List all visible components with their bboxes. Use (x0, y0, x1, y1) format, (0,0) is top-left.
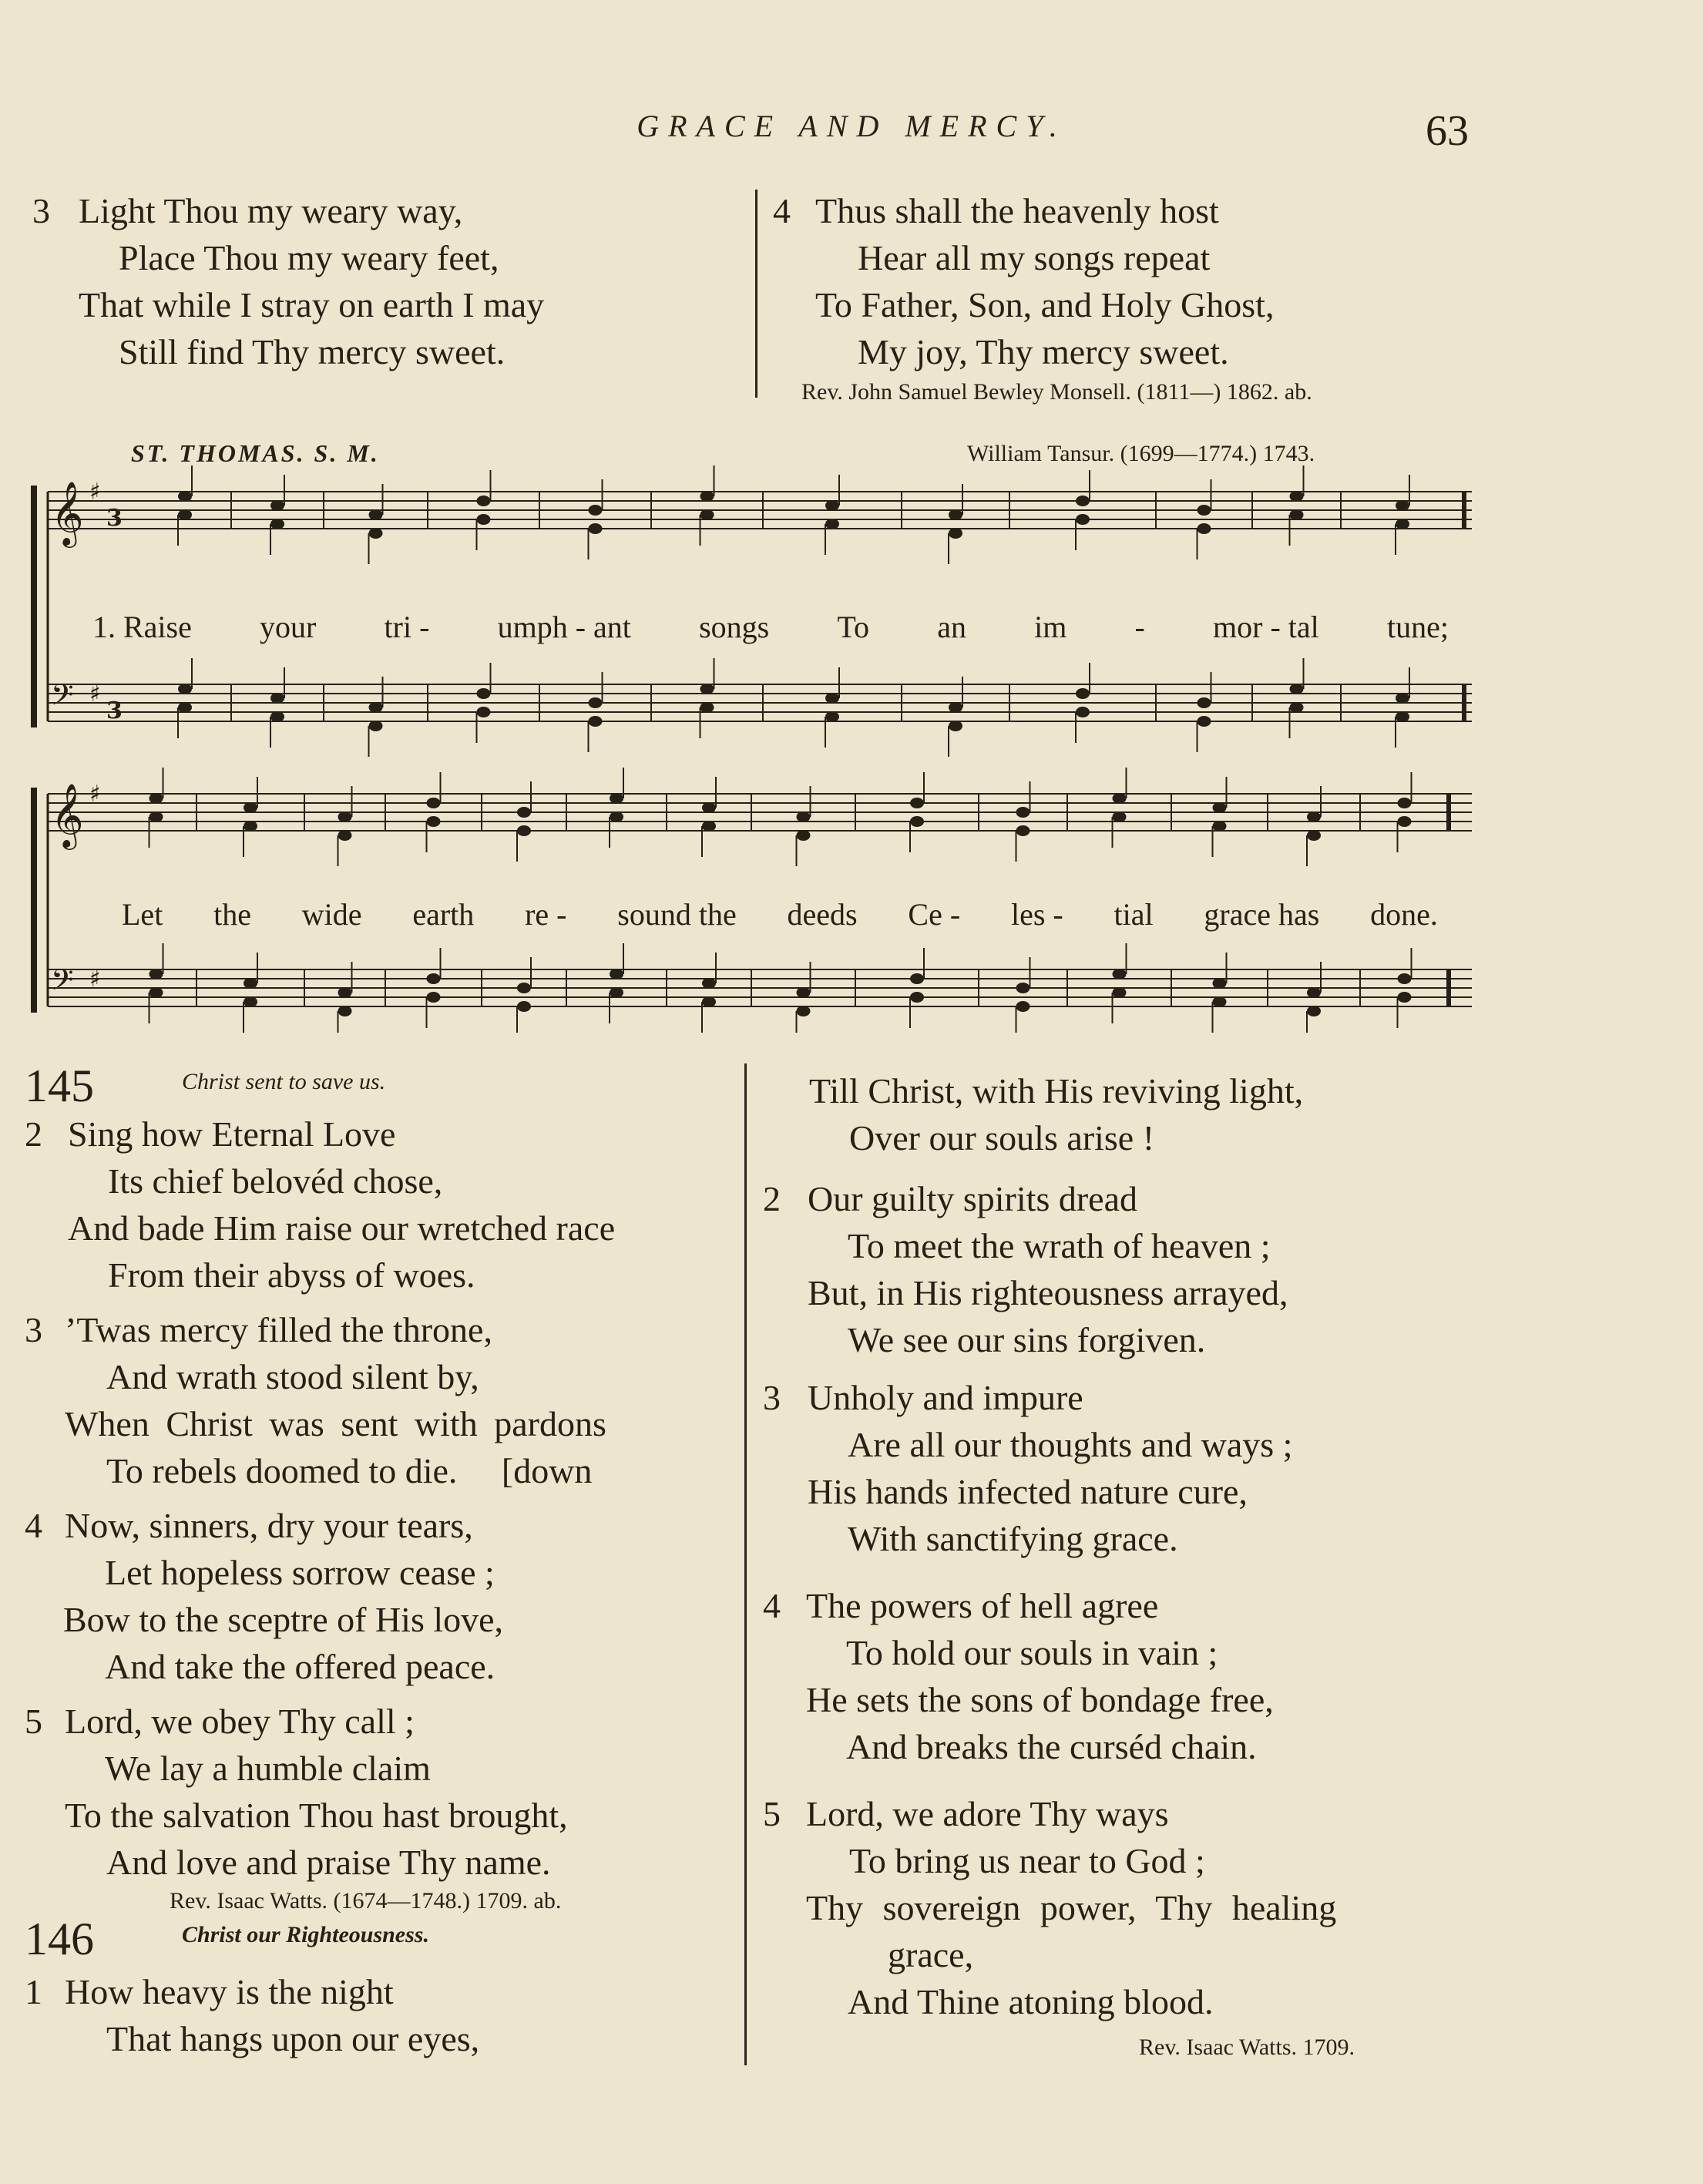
verse-line: And breaks the curséd chain. (846, 1727, 1257, 1766)
notehead (797, 1006, 811, 1016)
notehead (270, 693, 284, 704)
verse-line: Lord, we adore Thy ways (806, 1794, 1169, 1833)
hymn-145-verses (25, 1110, 615, 1886)
time-signature: 3 (106, 697, 123, 724)
notehead (589, 523, 603, 534)
verse: 5 Lord, we obey Thy call ; We lay a humble claim To the salvation Thou hast brought, And love and praise Thy name. (25, 1698, 615, 1886)
notehead (1213, 802, 1227, 813)
notehead (270, 711, 284, 722)
notehead (244, 802, 257, 813)
notehead (702, 996, 716, 1007)
lyric-line-1 (92, 609, 1449, 645)
lyric-syllable: an (937, 610, 966, 644)
notehead (1113, 987, 1127, 998)
notehead (1213, 996, 1227, 1007)
notehead (244, 996, 257, 1007)
notehead (1396, 711, 1409, 722)
notehead (517, 807, 531, 818)
notehead (517, 983, 531, 993)
verse-line: To the salvation Thou hast brought, (65, 1796, 568, 1835)
notehead (1076, 496, 1090, 506)
notehead (910, 973, 924, 984)
verse-line: To bring us near to God ; (849, 1841, 1205, 1880)
verse-line: Its chief belovéd chose, (108, 1161, 443, 1201)
bass-clef: 𝄢 (51, 963, 74, 1004)
notehead (244, 978, 257, 989)
notehead (1290, 684, 1304, 694)
lyric-syllable: wide (301, 897, 362, 932)
verse-line: How heavy is the night (65, 1972, 394, 2011)
notehead (1307, 1006, 1321, 1016)
verse-line: That hangs upon our eyes, (106, 2019, 480, 2058)
verse-line: Our guilty spirits dread (808, 1179, 1137, 1218)
lyric-syllable: les - (1010, 897, 1063, 932)
verse-line: His hands infected nature cure, (808, 1472, 1248, 1511)
verse: 3 ’Twas mercy filled the throne, And wrath stood silent by, When Christ was sent with pardons To rebels doomed to die. [down (25, 1306, 615, 1494)
verse-line: And bade Him raise our wretched race (68, 1208, 616, 1248)
lyric-syllable: 1. Raise (92, 610, 192, 644)
verse-line: Bow to the sceptre of His love, (63, 1600, 504, 1639)
lyric-syllable: sound the (617, 897, 737, 932)
notehead (1398, 798, 1412, 808)
notehead (1197, 697, 1211, 708)
lyric-syllable: tial (1114, 897, 1154, 932)
notehead (1307, 987, 1321, 998)
hymn-145 (25, 1060, 385, 1113)
notehead (477, 707, 491, 717)
verse-line: Light Thou my weary way, (79, 191, 463, 230)
notehead (178, 491, 192, 502)
treble-clef: 𝄞 (51, 480, 84, 545)
lyric-syllable: re - (525, 897, 567, 932)
notehead (178, 684, 192, 694)
notehead (702, 821, 716, 832)
notehead (338, 1006, 352, 1016)
notehead (369, 702, 383, 713)
column-divider (755, 190, 757, 398)
lyric-syllable: your (260, 610, 317, 644)
verse-line: And wrath stood silent by, (106, 1357, 479, 1396)
verse-line: Thy sovereign power, Thy healing (806, 1888, 1337, 1927)
notehead (1307, 830, 1321, 841)
verse-line: That while I stray on earth I may (79, 285, 545, 324)
verse-line: My joy, Thy mercy sweet. (858, 332, 1229, 371)
notehead (825, 519, 839, 529)
notehead (1213, 821, 1227, 832)
verse-line: Over our souls arise ! (849, 1118, 1155, 1158)
author-credit: Rev. John Samuel Bewley Monsell. (1811—) 1862. ab. (801, 379, 1312, 405)
notehead (825, 693, 839, 704)
verse-line: Lord, we obey Thy call ; (65, 1702, 415, 1741)
notehead (427, 992, 441, 1003)
verse-line: And take the offered peace. (105, 1647, 495, 1686)
notehead (270, 519, 284, 529)
notehead (178, 702, 192, 713)
hymn-title: Christ our Righteousness. (182, 1922, 429, 1947)
lyric-syllable: earth (412, 897, 475, 932)
verse-line: Sing how Eternal Love (68, 1114, 396, 1154)
notehead (589, 505, 603, 516)
verse-line: We lay a humble claim (105, 1749, 431, 1788)
notehead (1016, 983, 1030, 993)
notehead (427, 816, 441, 827)
key-signature-sharp: ♯ (89, 966, 101, 993)
lyric-syllable: songs (699, 610, 770, 644)
notehead (702, 802, 716, 813)
notehead (1290, 509, 1304, 520)
notehead (427, 798, 441, 808)
notehead (1113, 793, 1127, 804)
verse-line: And Thine atoning blood. (848, 1982, 1214, 2021)
notehead (1290, 491, 1304, 502)
lyric-syllable: grace has (1204, 897, 1320, 932)
notehead (338, 811, 352, 822)
notehead (1213, 978, 1227, 989)
lyric-syllable: deeds (787, 897, 858, 932)
notehead (149, 793, 163, 804)
notehead (1290, 702, 1304, 713)
verse: 5 Lord, we adore Thy ways To bring us near to God ; Thy sovereign power, Thy healing grace, And Thine atoning blood. (763, 1790, 1336, 2025)
hymn-146-right-column (763, 1067, 1336, 2025)
notehead (149, 969, 163, 979)
notehead (427, 973, 441, 984)
notehead (1197, 523, 1211, 534)
verse: 2 Sing how Eternal Love Its chief belovéd chose, And bade Him raise our wretched race From their abyss of woes. (25, 1110, 615, 1299)
notehead (477, 514, 491, 525)
notehead (1076, 514, 1090, 525)
notehead (1197, 716, 1211, 727)
verse-line: To Father, Son, and Holy Ghost, (815, 285, 1275, 324)
music-score (0, 462, 1703, 1033)
lyric-syllable: Let (122, 897, 163, 932)
hymn-146 (25, 1913, 429, 1966)
author-credit: Rev. Isaac Watts. 1709. (1139, 2034, 1355, 2060)
notehead (1016, 825, 1030, 836)
lyric-syllable: tri - (384, 610, 430, 644)
notehead (369, 528, 383, 539)
notehead (270, 500, 284, 511)
notehead (1197, 505, 1211, 516)
notehead (949, 721, 962, 731)
notehead (1396, 693, 1409, 704)
lyric-syllable: To (837, 610, 870, 644)
treble-clef: 𝄞 (51, 782, 84, 847)
notehead (149, 811, 163, 822)
verse: 3 Unholy and impure Are all our thoughts and ways ; His hands infected nature cure, With sanctifying grace. (763, 1374, 1336, 1562)
system-bracket (31, 486, 37, 727)
lyric-syllable: Ce - (908, 897, 961, 932)
key-signature-sharp: ♯ (89, 680, 101, 707)
lyric-syllable: - (1134, 610, 1145, 644)
notehead (610, 987, 623, 998)
verse-line: Unholy and impure (808, 1378, 1083, 1417)
notehead (338, 987, 352, 998)
notehead (1307, 811, 1321, 822)
notehead (1113, 969, 1127, 979)
verse: 4 The powers of hell agree To hold our souls in vain ; He sets the sons of bondage free, And breaks the curséd chain. (763, 1582, 1336, 1770)
notehead (1396, 500, 1409, 511)
notehead (1398, 973, 1412, 984)
verse-line: But, in His righteousness arrayed, (808, 1273, 1288, 1312)
lyric-syllable: the (213, 897, 251, 932)
hymn-number: 145 (25, 1060, 94, 1111)
notehead (949, 528, 962, 539)
verse-line: Now, sinners, dry your tears, (65, 1506, 473, 1545)
top-verse-left: 3 Light Thou my weary way, Place Thou my weary feet, That while I stray on earth I may Still find Thy mercy sweet. (32, 187, 544, 375)
notehead (610, 811, 623, 822)
verse-line: ’Twas mercy filled the throne, (65, 1310, 492, 1349)
notehead (949, 702, 962, 713)
lyric-syllable: done. (1370, 897, 1438, 932)
verse: 4 Now, sinners, dry your tears, Let hopeless sorrow cease ; Bow to the sceptre of His love, And take the offered peace. (25, 1502, 615, 1690)
verse (763, 1067, 1336, 1161)
verse-line: To meet the wrath of heaven ; (848, 1226, 1271, 1265)
verse-line: The powers of hell agree (806, 1586, 1159, 1625)
hymn-146-verse-1: 1 How heavy is the night That hangs upon our eyes, (25, 1968, 479, 2062)
notehead (700, 702, 714, 713)
notehead (589, 697, 603, 708)
notehead (610, 793, 623, 804)
verse-line: From their abyss of woes. (108, 1255, 475, 1295)
notehead (517, 1001, 531, 1012)
notehead (149, 987, 163, 998)
notehead (178, 509, 192, 520)
notehead (477, 496, 491, 506)
notehead (797, 987, 811, 998)
notehead (700, 509, 714, 520)
lyric-syllable: im (1034, 610, 1067, 644)
verse-line: We see our sins forgiven. (848, 1320, 1206, 1359)
verse-line: Place Thou my weary feet, (119, 238, 499, 277)
time-signature: 3 (106, 505, 123, 532)
notehead (1016, 1001, 1030, 1012)
notehead (825, 500, 839, 511)
key-signature-sharp: ♯ (89, 781, 101, 808)
running-header: GRACE AND MERCY. (637, 109, 1066, 143)
tune-name: ST. THOMAS. S. M. (131, 439, 380, 467)
lyric-syllable: tune; (1386, 610, 1449, 644)
bass-clef: 𝄢 (51, 677, 74, 719)
notehead (949, 509, 962, 520)
verse-line: Are all our thoughts and ways ; (848, 1425, 1293, 1464)
notehead (477, 688, 491, 699)
lyric-line-2 (122, 896, 1438, 932)
notehead (1016, 807, 1030, 818)
hymn-number: 146 (25, 1914, 94, 1964)
key-signature-sharp: ♯ (89, 479, 101, 506)
column-divider (744, 1063, 747, 2065)
notehead (369, 721, 383, 731)
verse-line: grace, (888, 1935, 974, 1974)
notehead (1113, 811, 1127, 822)
notehead (700, 491, 714, 502)
notehead (797, 830, 811, 841)
notehead (700, 684, 714, 694)
notehead (1076, 688, 1090, 699)
verse-line: Thus shall the heavenly host (815, 191, 1219, 230)
notehead (589, 716, 603, 727)
notehead (517, 825, 531, 836)
lyric-syllable: umph - ant (497, 610, 631, 644)
notehead (1076, 707, 1090, 717)
notehead (610, 969, 623, 979)
notehead (910, 992, 924, 1003)
verse-line: He sets the sons of bondage free, (806, 1680, 1274, 1719)
author-credit: Rev. Isaac Watts. (1674—1748.) 1709. ab. (170, 1888, 562, 1914)
notehead (910, 816, 924, 827)
notehead (369, 509, 383, 520)
notehead (338, 830, 352, 841)
top-verse-right: 4 Thus shall the heavenly host Hear all my songs repeat To Father, Son, and Holy Ghost, My joy, Thy mercy sweet. (773, 187, 1274, 375)
notehead (244, 821, 257, 832)
system-bracket (31, 788, 37, 1013)
verse-line: Till Christ, with His reviving light, (809, 1071, 1304, 1110)
notehead (1398, 992, 1412, 1003)
verse-line: With sanctifying grace. (848, 1519, 1178, 1558)
verse-line: And love and praise Thy name. (106, 1843, 551, 1882)
hymn-title: Christ sent to save us. (182, 1069, 386, 1094)
notehead (1398, 816, 1412, 827)
page-number: 63 (1426, 107, 1469, 155)
verse-line: When Christ was sent with pardons (65, 1404, 606, 1443)
notehead (1396, 519, 1409, 529)
verse: 2 Our guilty spirits dread To meet the wrath of heaven ; But, in His righteousness arrayed, We see our sins forgiven. (763, 1175, 1336, 1363)
notehead (797, 811, 811, 822)
verse-line: Still find Thy mercy sweet. (119, 332, 506, 371)
verse-line: Hear all my songs repeat (858, 238, 1211, 277)
verse-line: Let hopeless sorrow cease ; (105, 1553, 495, 1592)
verse-line: To hold our souls in vain ; (846, 1633, 1218, 1672)
notehead (910, 798, 924, 808)
lyric-syllable: mor - tal (1213, 610, 1319, 644)
notehead (825, 711, 839, 722)
verse-line: To rebels doomed to die. [down (106, 1451, 593, 1490)
notehead (702, 978, 716, 989)
composer-credit: William Tansur. (1699—1774.) 1743. (967, 441, 1315, 466)
